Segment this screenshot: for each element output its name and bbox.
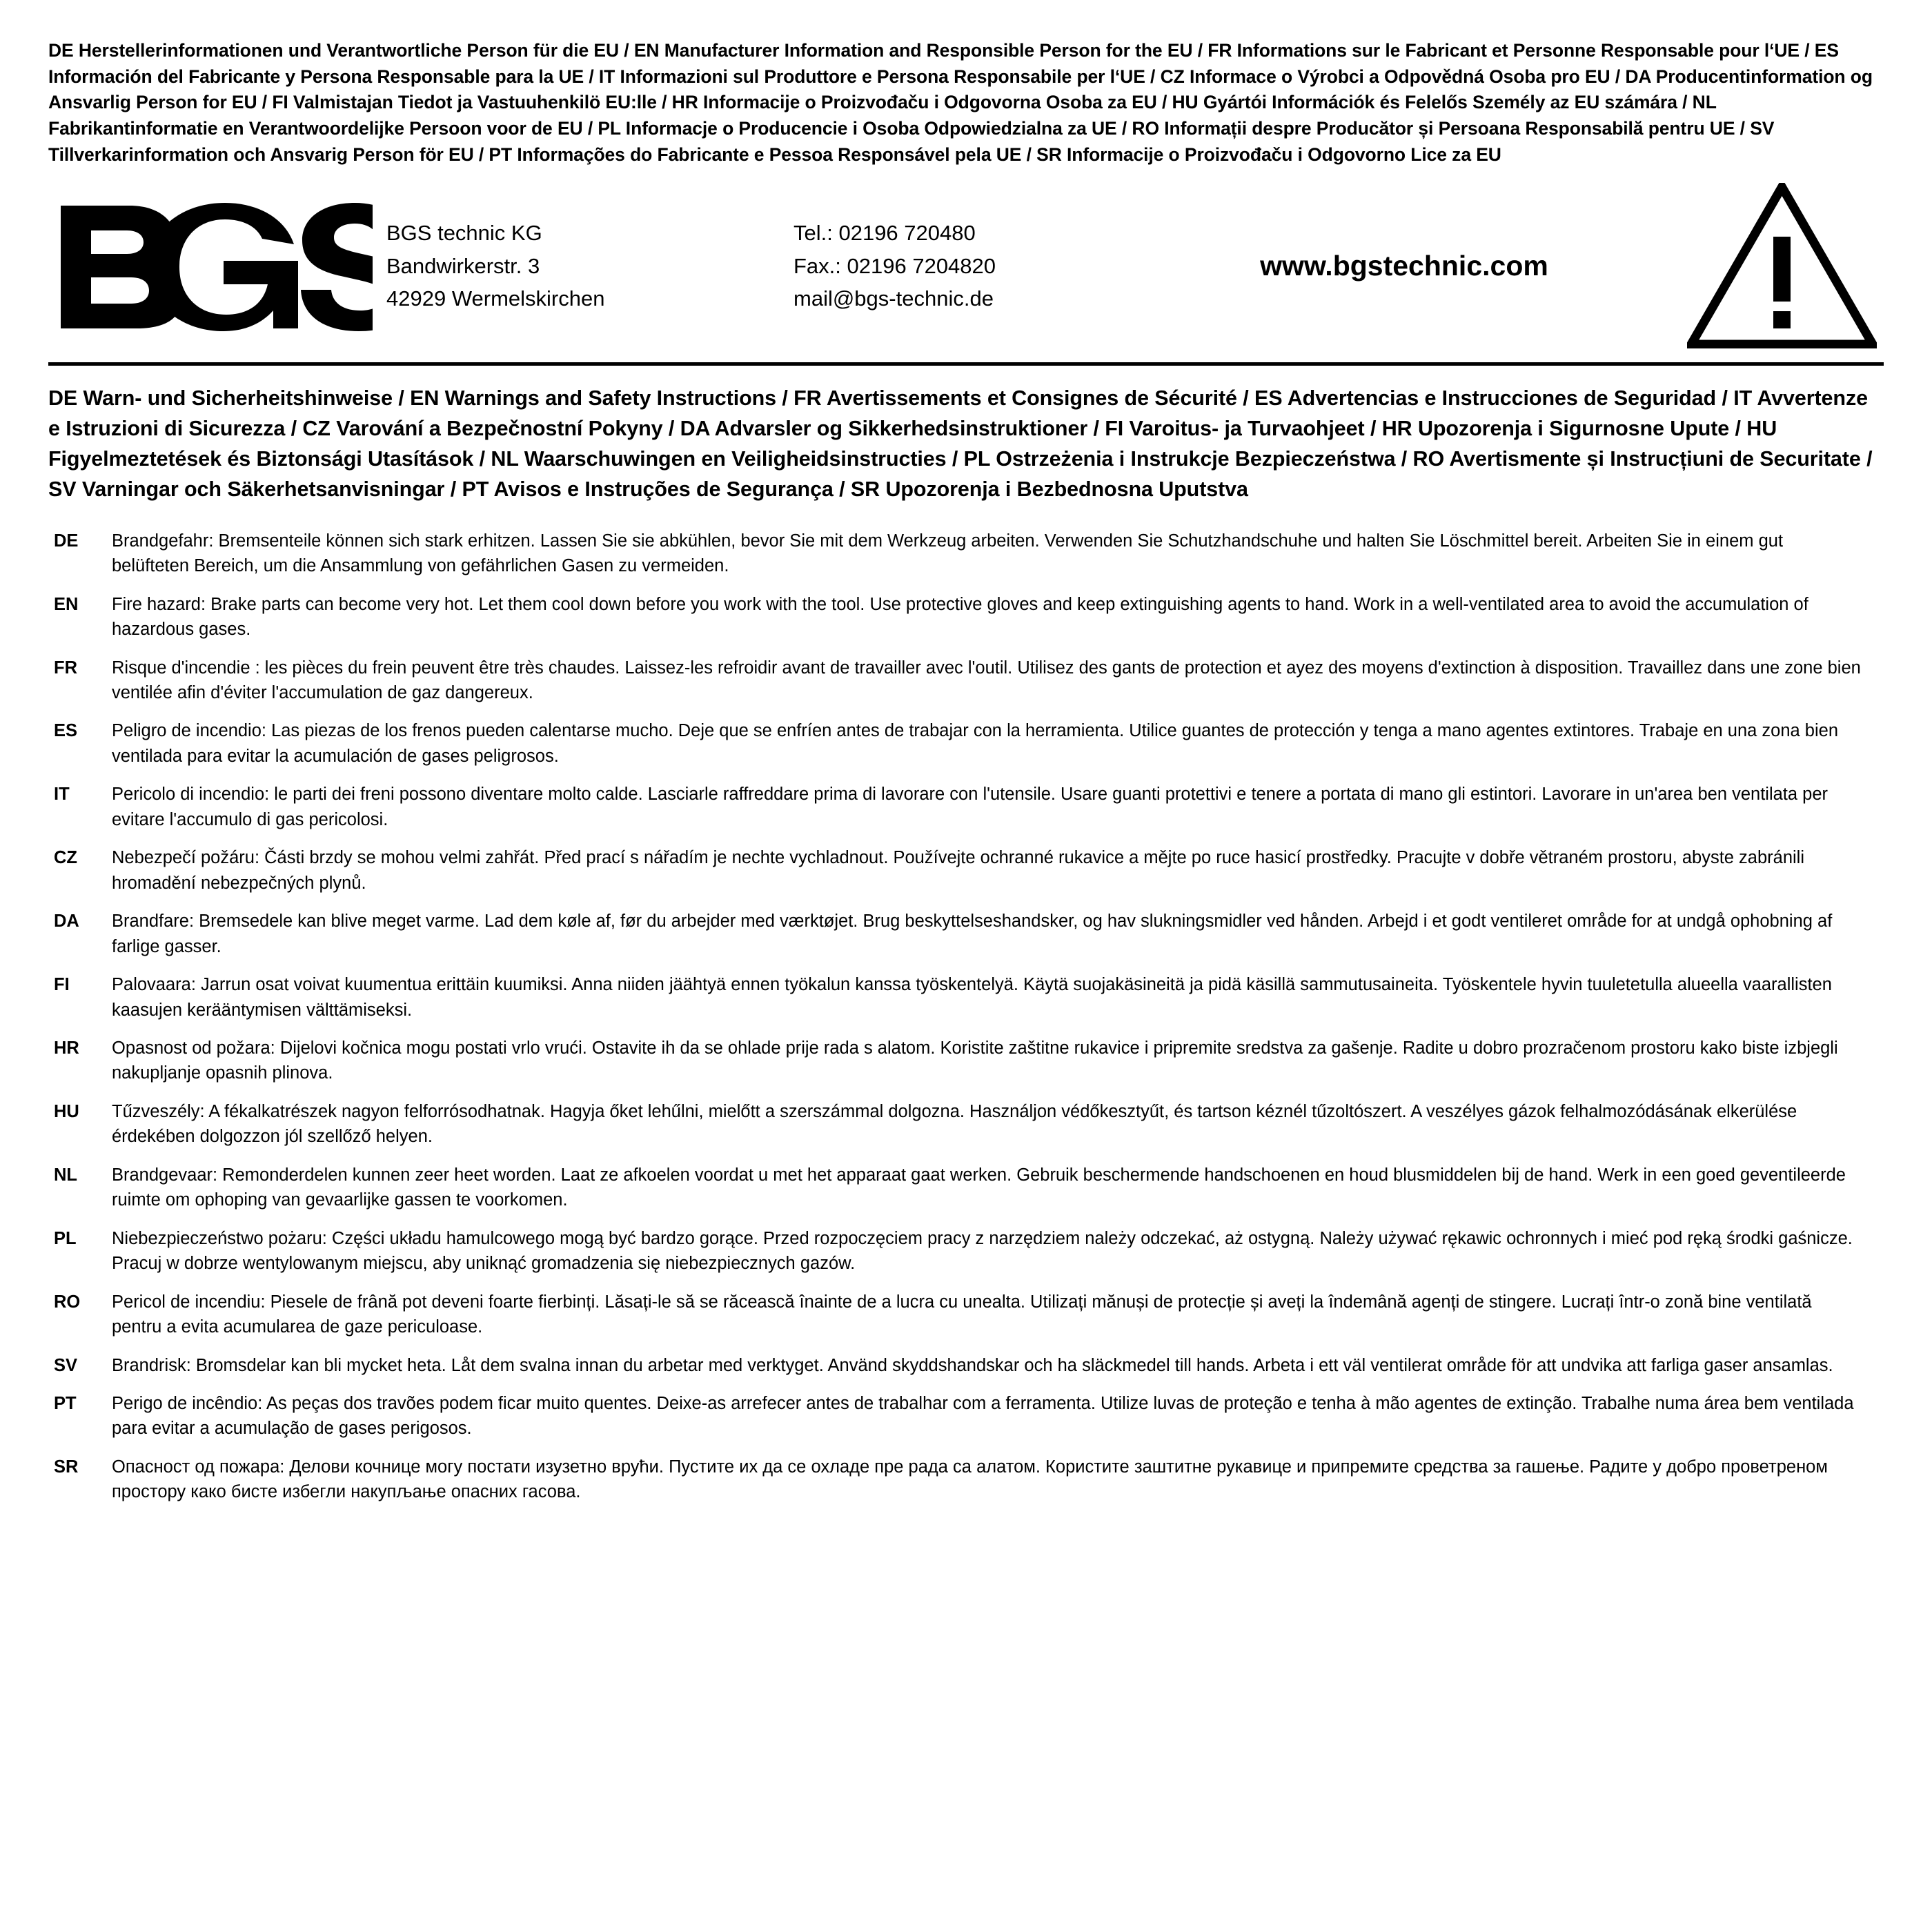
manufacturer-block [48,183,1884,366]
language-code: NL [54,1165,77,1185]
warning-text: Fire hazard: Brake parts can become very hot. Let them cool down before you work with the tool. Use protective gloves and keep extinguishing agents to hand. Work in a well-ventilated area to avoid the accumulation of hazardous gases. [112,594,1808,640]
warning-text: Niebezpieczeństwo pożaru: Części układu hamulcowego mogą być bardzo gorące. Przed rozpoczęciem pracy z narzędziem należy odczekać, aż ostygną. Należy używać rękawic ochronnych i mieć pod ręką środki gaśnicze. Pracuj w dobrze wentylowanym miejscu, aby uniknąć gromadzenia się niebezpiecznych gazów. [112,1228,1853,1274]
warning-text: Brandgevaar: Remonderdelen kunnen zeer heet worden. Laat ze afkoelen voordat u met het apparaat gaat werken. Gebruik beschermende handschoenen en houd blusmiddelen bij de hand. Werk in een goed geventileerde ruimte om ophoping van gevaarlijke gassen te voorkomen. [112,1165,1846,1210]
language-code: SV [54,1355,78,1375]
language-code: DA [54,911,79,931]
language-code: PL [54,1228,77,1248]
language-code: CZ [54,848,77,868]
list-item [48,718,1884,769]
warning-text: Pericolo di incendio: le parti dei freni possono diventare molto calde. Lasciarle raffreddare prima di lavorare con l'utensile. Usare guanti protettivi e tenere a portata di mano gli estintori. Lavorare in un'area ben ventilata per evitare l'accumulo di gas pericolosi. [112,785,1828,829]
list-item [48,1036,1884,1086]
list-item [48,909,1884,959]
list-item [48,529,1884,579]
warning-triangle-glyph [1687,183,1877,348]
warning-text: Tűzveszély: A fékalkatrészek nagyon felforrósodhatnak. Hagyja őket lehűlni, mielőtt a szerszámmal dolgozna. Használjon védőkesztyűt, és tartson kéznél tűzoltószert. A veszélyes gázok felhalmozódásának elkerülése érdekében dolgozzon jól szellőző helyen. [112,1101,1797,1147]
list-item [48,656,1884,706]
warning-text: Risque d'incendie : les pièces du frein peuvent être très chaudes. Laissez-les refroidir avant de travailler avec l'outil. Utilisez des gants de protection et ayez des moyens d'extinction à disposition. Travaillez dans une zone bien ventilée afin d'éviter l'accumulation de gaz dangereux. [112,658,1861,703]
list-item [48,1290,1884,1340]
language-code: PT [54,1393,77,1413]
company-contact [793,217,1180,314]
warning-entries-list [48,529,1884,1505]
bgs-logo [48,200,379,331]
list-item [48,1163,1884,1213]
list-item [48,845,1884,896]
company-street: Bandwirkerstr. 3 [386,253,540,278]
language-code: HU [54,1101,79,1121]
manufacturer-info-languages: DE Herstellerinformationen und Verantwortliche Person für die EU / EN Manufacturer Information and Responsible Person for the EU / FR Informations sur le Fabricant et Personne Responsable pour l‘UE / ES Información del Fabricante y Persona Responsable para la UE / IT Informazioni sul Produttore e Persona Responsabile per l‘UE / CZ Informace o Výrobci a Odpovědná Osoba pro EU / DA Producentinformation og Ansvarlig Person for EU / FI Valmistajan Tiedot ja Vastuuhenkilö EU:lle / HR Informacije o Proizvođaču i Odgovorna Osoba za EU / HU Gyártói Információk és Felelős Személy az EU számára / NL Fabrikantinformatie en Verantwoordelijke Persoon voor de EU / PL Informacje o Producencie i Osoba Odpowiedzialna za UE / RO Informații despre Producător și Persoana Responsabilă pentru UE / SV Tillverkarinformation och Ansvarig Person för EU / PT Informações do Fabricante e Pessoa Responsável pela UE / SR Informacije o Proizvođaču i Odgovorno Lice za EU [48,40,1873,165]
warning-text: Palovaara: Jarrun osat voivat kuumentua erittäin kuumiksi. Anna niiden jäähtyä ennen työkalun kanssa työskentelyä. Käytä suojakäsineitä ja pidä käsillä sammutusaineita. Työskentele hyvin tuuletetulla alueella vaarallisten kaasujen kerääntymisen välttämiseksi. [112,975,1832,1020]
company-email: mail@bgs-technic.de [793,286,994,310]
company-name: BGS technic KG [386,221,542,246]
language-code: FR [54,658,77,678]
list-item [48,1099,1884,1150]
list-item [48,782,1884,832]
warning-text: Pericol de incendiu: Piesele de frână pot deveni foarte fierbinți. Lăsați-le să se răcească înainte de a lucra cu unealta. Utilizați mănuși de protecție și aveți la îndemână agenți de stingere. Lucrați într-o zonă bine ventilată pentru a evita acumularea de gaze periculoase. [112,1292,1812,1337]
language-code: IT [54,785,70,805]
company-tel: Tel.: 02196 720480 [793,221,976,246]
warning-text: Perigo de incêndio: As peças dos travões podem ficar muito quentes. Deixe-as arrefecer antes de trabalhar com a ferramenta. Utilize luvas de proteção e tenha à mão agentes de extinção. Trabalhe numa área bem ventilada para evitar a acumulação de gases perigosos. [112,1393,1854,1439]
language-code: RO [54,1292,81,1312]
company-website: www.bgstechnic.com [1260,249,1548,282]
list-item [48,1455,1884,1505]
bgs-logo-mark [55,200,373,331]
language-code: EN [54,594,79,614]
language-code: DE [54,531,79,551]
company-address [379,217,793,314]
warning-text: Nebezpečí požáru: Části brzdy se mohou velmi zahřát. Před prací s nářadím je nechte vychladnout. Používejte ochranné rukavice a mějte po ruce hasicí prostředky. Pracujte v dobře větraném prostoru, abyste zabránili hromadění nebezpečných plynů. [112,848,1805,893]
warning-text: Brandgefahr: Bremsenteile können sich stark erhitzen. Lassen Sie sie abkühlen, bevor Sie mit dem Werkzeug arbeiten. Verwenden Sie Schutzhandschuhe und halten Sie Löschmittel bereit. Arbeiten Sie in einem gut belüfteten Bereich, um die Ansammlung von gefährlichen Gasen zu vermeiden. [112,531,1784,576]
list-item [48,1226,1884,1276]
company-city: 42929 Wermelskirchen [386,286,605,310]
language-code: SR [54,1457,79,1477]
language-code: ES [54,721,78,741]
warning-text: Opasnost od požara: Dijelovi kočnica mogu postati vrlo vrući. Ostavite ih da se ohlade prije rada s alatom. Koristite zaštitne rukavice i pripremite sredstva za gašenje. Radite u dobro prozračenom prostoru kako biste izbjegli nakupljanje opasnih plinova. [112,1038,1838,1083]
list-item [48,972,1884,1023]
warning-text: Опасност од пожара: Делови кочнице могу постати изузетно врући. Пустите их да се охладе пре рада са алатом. Користите заштитне рукавице и припремите средства за гашење. Радите у добро проветреном простору како бисте избегли накупљање опасних гасова. [112,1457,1828,1502]
warning-triangle-icon [1670,183,1884,348]
language-code: FI [54,975,70,995]
language-code: HR [54,1038,79,1058]
warning-text: Brandfare: Bremsedele kan blive meget varme. Lad dem køle af, før du arbejder med værktøjet. Brug beskyttelseshandsker, og hav slukningsmidler ved hånden. Arbejd i et godt ventileret område for at undgå ophobning af farlige gasser. [112,911,1833,956]
warning-text: Brandrisk: Bromsdelar kan bli mycket heta. Låt dem svalna innan du arbetar med verktyget. Använd skyddshandskar och ha släckmedel till hands. Arbeta i ett väl ventilerat område för att undvika att farliga gaser ansamlas. [112,1355,1833,1375]
list-item [48,1353,1884,1378]
warnings-heading-languages: DE Warn- und Sicherheitshinweise / EN Warnings and Safety Instructions / FR Avertissements et Consignes de Sécurité / ES Advertencias e Instrucciones de Seguridad / IT Avvertenze e Istruzioni di Sicurezza / CZ Varování a Bezpečnostní Pokyny / DA Advarsler og Sikkerhedsinstruktioner / FI Varoitus- ja Turvaohjeet / HR Upozorenja i Sigurnosne Upute / HU Figyelmeztetések és Biztonsági Utasítások / NL Waarschuwingen en Veiligheidsinstructies / PL Ostrzeżenia i Instrukcje Bezpieczeństwa / RO Avertismente și Instrucțiuni de Securitate / SV Varningar och Säkerhetsanvisningar / PT Avisos e Instruções de Segurança / SR Upozorenja i Bezbednosna Uputstva [48,386,1873,501]
list-item [48,1391,1884,1441]
list-item [48,592,1884,642]
company-fax: Fax.: 02196 7204820 [793,253,996,278]
warning-text: Peligro de incendio: Las piezas de los frenos pueden calentarse mucho. Deje que se enfríen antes de trabajar con la herramienta. Utilice guantes de protección y tenga a mano agentes extintores. Trabaje en una zona bien ventilada para evitar la acumulación de gases peligrosos. [112,721,1839,766]
